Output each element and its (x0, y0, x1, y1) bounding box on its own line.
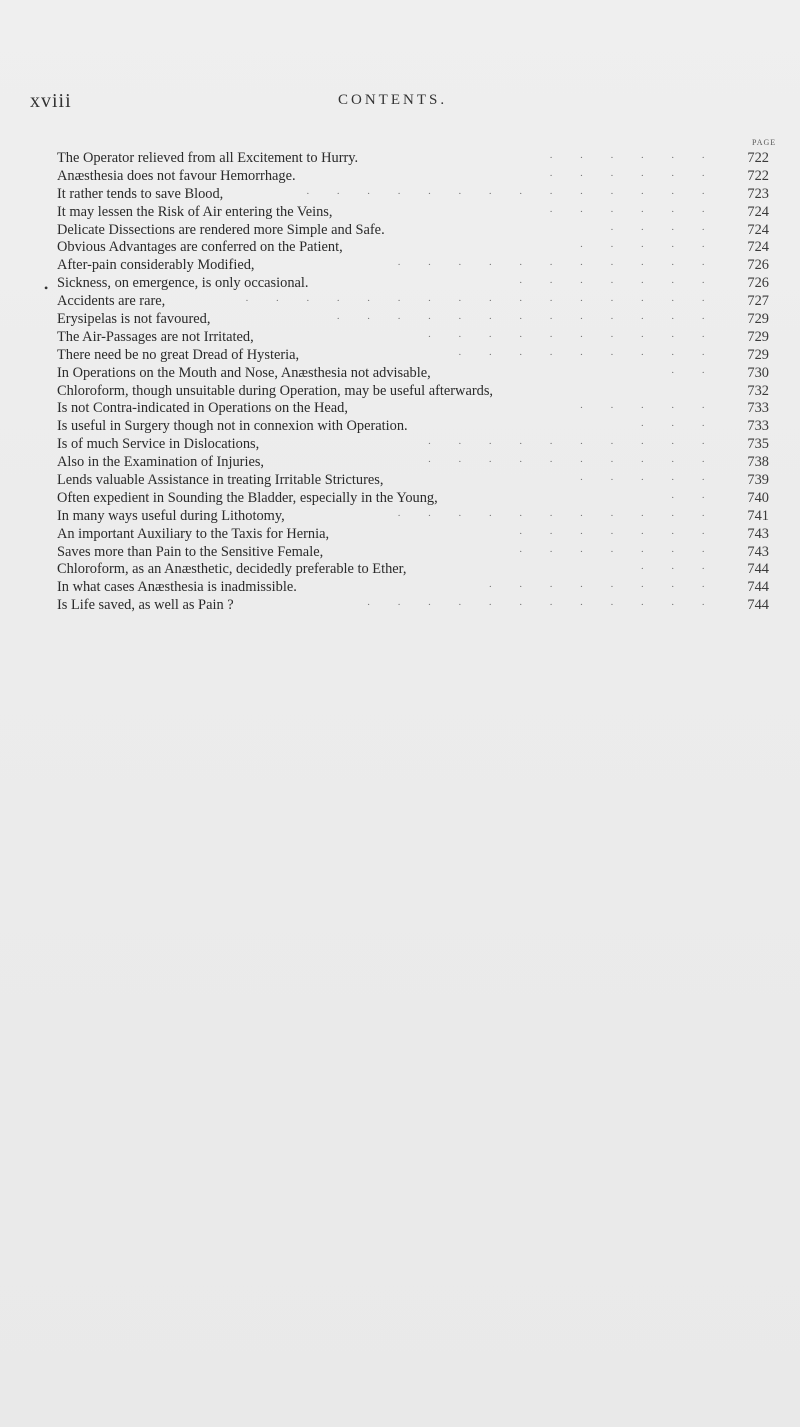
contents-entry (57, 293, 769, 311)
entry-title: Chloroform, as an Anæsthetic, decidedly preferable to Ether, (57, 561, 407, 578)
entry-page-number: 733 (747, 400, 769, 417)
dot-leader: · · · · · · · (518, 277, 717, 290)
dot-leader: · · · · · · (549, 152, 717, 164)
contents-entry (57, 544, 769, 562)
dot-leader: · · · (640, 420, 717, 433)
dot-leader: · · · · · · · · (488, 581, 717, 594)
dot-leader: · · · (640, 563, 717, 576)
contents-entry (57, 579, 769, 597)
entry-page-number: 738 (747, 454, 769, 471)
entry-title: Is not Contra-indicated in Operations on the Head, (57, 400, 348, 417)
contents-entry (57, 490, 769, 508)
entry-title: In many ways useful during Lithotomy, (57, 507, 285, 524)
contents-entry (57, 204, 769, 222)
contents-entry (57, 418, 769, 436)
entry-page-number: 739 (747, 472, 769, 489)
entry-page-number: 722 (747, 167, 769, 184)
dot-leader: · · · · · · · · · · · (397, 259, 717, 272)
entry-page-number: 729 (747, 311, 769, 328)
contents-entry (57, 400, 769, 418)
contents-entry (57, 257, 769, 275)
entry-page-number: 729 (747, 346, 769, 363)
dot-leader: · · · · · · · · · · (427, 438, 717, 451)
entry-title: Erysipelas is not favoured, (57, 311, 211, 328)
entry-title: It rather tends to save Blood, (57, 185, 224, 202)
margin-bullet-mark: • (44, 281, 49, 295)
dot-leader: · · · · · · · (518, 545, 717, 558)
entry-title: Is Life saved, as well as Pain ? (57, 597, 234, 614)
dot-leader: · · · · · (579, 402, 717, 415)
dot-leader: · · · · · · · (518, 527, 717, 540)
contents-entry (57, 168, 769, 186)
entry-page-number: 732 (747, 382, 769, 399)
contents-entry (57, 561, 769, 579)
dot-leader: · · · · (610, 223, 717, 236)
contents-entry (57, 365, 769, 383)
entry-title: Is useful in Surgery though not in connexion with Operation. (57, 418, 408, 435)
dot-leader: · · · · · · (549, 205, 717, 218)
entry-page-number: 724 (747, 239, 769, 256)
entry-title: It may lessen the Risk of Air entering the Veins, (57, 203, 333, 220)
contents-entry (57, 186, 769, 204)
entry-title: Chloroform, though unsuitable during Operation, may be useful afterwards, (57, 382, 494, 399)
dot-leader: · · · · · · · · · · · · · · · · (245, 295, 717, 308)
contents-entry (57, 329, 769, 347)
page-number: xviii (30, 90, 72, 112)
entry-page-number: 735 (747, 436, 769, 453)
entry-page-number: 744 (747, 561, 769, 578)
entry-page-number: 729 (747, 328, 769, 345)
entry-page-number: 723 (747, 185, 769, 202)
dot-leader: · · · · · · · · · · · · · (336, 313, 717, 326)
entry-title: The Air-Passages are not Irritated, (57, 328, 254, 345)
contents-entry (57, 311, 769, 329)
entry-title: Also in the Examination of Injuries, (57, 454, 265, 471)
running-title: CONTENTS. (338, 92, 448, 108)
entry-title: In Operations on the Mouth and Nose, Anæsthesia not advisable, (57, 364, 431, 381)
dot-leader: · · · · · · (549, 169, 717, 182)
entry-title: After-pain considerably Modified, (57, 257, 255, 274)
dot-leader: · · · · · (579, 241, 717, 254)
dot-leader: · · · · · · · · · · · (397, 509, 717, 522)
contents-entry (57, 597, 769, 615)
entry-page-number: 726 (747, 257, 769, 274)
entry-title: Delicate Dissections are rendered more Simple and Safe. (57, 221, 385, 238)
dot-leader: · · · · · · · · · · (427, 456, 717, 469)
entry-page-number: 741 (747, 507, 769, 524)
entry-page-number: 740 (747, 489, 769, 506)
contents-entry (57, 383, 769, 401)
page-header (30, 90, 770, 120)
contents-entry (57, 472, 769, 490)
entry-page-number: 727 (747, 293, 769, 310)
contents-list (57, 150, 769, 615)
contents-entry (57, 222, 769, 240)
entry-title: Lends valuable Assistance in treating Irritable Strictures, (57, 472, 384, 489)
entry-title: Often expedient in Sounding the Bladder, especially in the Young, (57, 489, 438, 506)
entry-page-number: 744 (747, 579, 769, 596)
entry-title: Saves more than Pain to the Sensitive Female, (57, 543, 324, 560)
entry-page-number: 744 (747, 597, 769, 614)
entry-title: Anæsthesia does not favour Hemorrhage. (57, 167, 296, 184)
dot-leader: · · (670, 491, 717, 504)
entry-title: An important Auxiliary to the Taxis for Hernia, (57, 525, 330, 542)
entry-page-number: 733 (747, 418, 769, 435)
entry-page-number: 726 (747, 275, 769, 292)
dot-leader: · · · · · · · · · · · · (366, 599, 717, 612)
entry-page-number: 730 (747, 364, 769, 381)
entry-title: Sickness, on emergence, is only occasional. (57, 275, 309, 292)
dot-leader: · · · · · · · · · · · · · · (305, 187, 717, 200)
contents-entry (57, 508, 769, 526)
contents-entry (57, 275, 769, 293)
contents-entry (57, 347, 769, 365)
entry-title: There need be no great Dread of Hysteria, (57, 346, 300, 363)
entry-page-number: 722 (747, 150, 769, 166)
contents-entry (57, 239, 769, 257)
contents-entry (57, 150, 769, 168)
contents-entry (57, 436, 769, 454)
entry-title: Is of much Service in Dislocations, (57, 436, 260, 453)
entry-page-number: 743 (747, 525, 769, 542)
dot-leader: · · · · · · · · · (458, 348, 717, 361)
entry-title: The Operator relieved from all Excitement to Hurry. (57, 150, 359, 166)
entry-title: In what cases Anæsthesia is inadmissible. (57, 579, 297, 596)
entry-page-number: 724 (747, 221, 769, 238)
contents-entry (57, 526, 769, 544)
page-column-label: PAGE (752, 138, 777, 147)
dot-leader: · · · · · (579, 474, 717, 487)
entry-title: Accidents are rare, (57, 293, 166, 310)
entry-title: Obvious Advantages are conferred on the Patient, (57, 239, 343, 256)
dot-leader: · · (670, 366, 717, 379)
contents-entry (57, 454, 769, 472)
entry-page-number: 743 (747, 543, 769, 560)
entry-page-number: 724 (747, 203, 769, 220)
dot-leader: · · · · · · · · · · (427, 330, 717, 343)
